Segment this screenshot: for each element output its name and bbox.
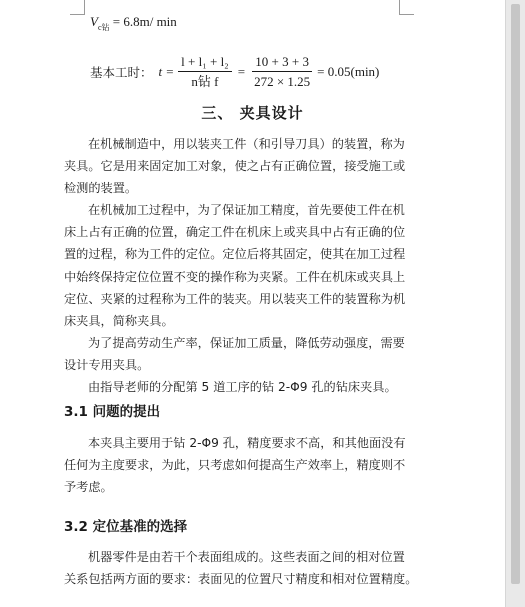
scrollbar-thumb[interactable] xyxy=(511,4,520,584)
paragraph: 在机械制造中，用以装夹工件（和引导刀具）的装置，称为 夹具。它是用来固定加工对象，使之占有正确位置，接受施工或 检测的装置。 xyxy=(64,137,406,196)
section-title: 三、 夹具设计 xyxy=(201,104,304,122)
margin-corner-mark xyxy=(70,0,85,15)
heading-3-2: 3.2 定位基准的选择 xyxy=(64,519,188,535)
margin-corner-mark xyxy=(399,0,414,15)
paragraph: 在机械加工过程中，为了保证加工精度，首先要使工件在机 床上占有正确的位置，确定工件在机床上或夹具中占有正确的位 置的过程，称为工件的定位。定位后将其固定，使其在加工过程 中始终保持定位位置不变的操作称为夹紧。工件在机床或夹具上 定位、夹紧的过程称为工件的装夹。用以装夹工件的装置称为机 床夹具，简称夹具。 xyxy=(64,203,406,329)
heading-3-1: 3.1 问题的提出 xyxy=(64,404,161,420)
vertical-scrollbar[interactable] xyxy=(505,0,525,607)
paragraph: 为了提高劳动生产率，保证加工质量，降低劳动强度，需要 设计专用夹具。 xyxy=(64,336,405,373)
machining-time-formula: 基本工时： t = $\frac{\text{l + l₁ + l₂}}{\text{n钻 f}}$ = $\frac{10 + 3 + 3}{272 \times 1.25}$ = 0.05(min) xyxy=(90,54,380,89)
speed-formula: $V_{c钻} = 6.8m/$ min xyxy=(90,14,177,32)
paragraph: 由指导老师的分配第 5 道工序的钻 2-Φ9 孔的钻床夹具。 xyxy=(88,380,397,394)
paragraph: 本夹具主要用于钻 2-Φ9 孔，精度要求不高，和其他面没有 任何为主度要求，为此，只考虑如何提高生产效率上，精度则不 予考虑。 xyxy=(64,436,406,495)
paragraph: 机器零件是由若干个表面组成的。这些表面之间的相对位置 关系包括两方面的要求：表面见的位置尺寸精度和相对位置精度。 xyxy=(64,550,418,587)
